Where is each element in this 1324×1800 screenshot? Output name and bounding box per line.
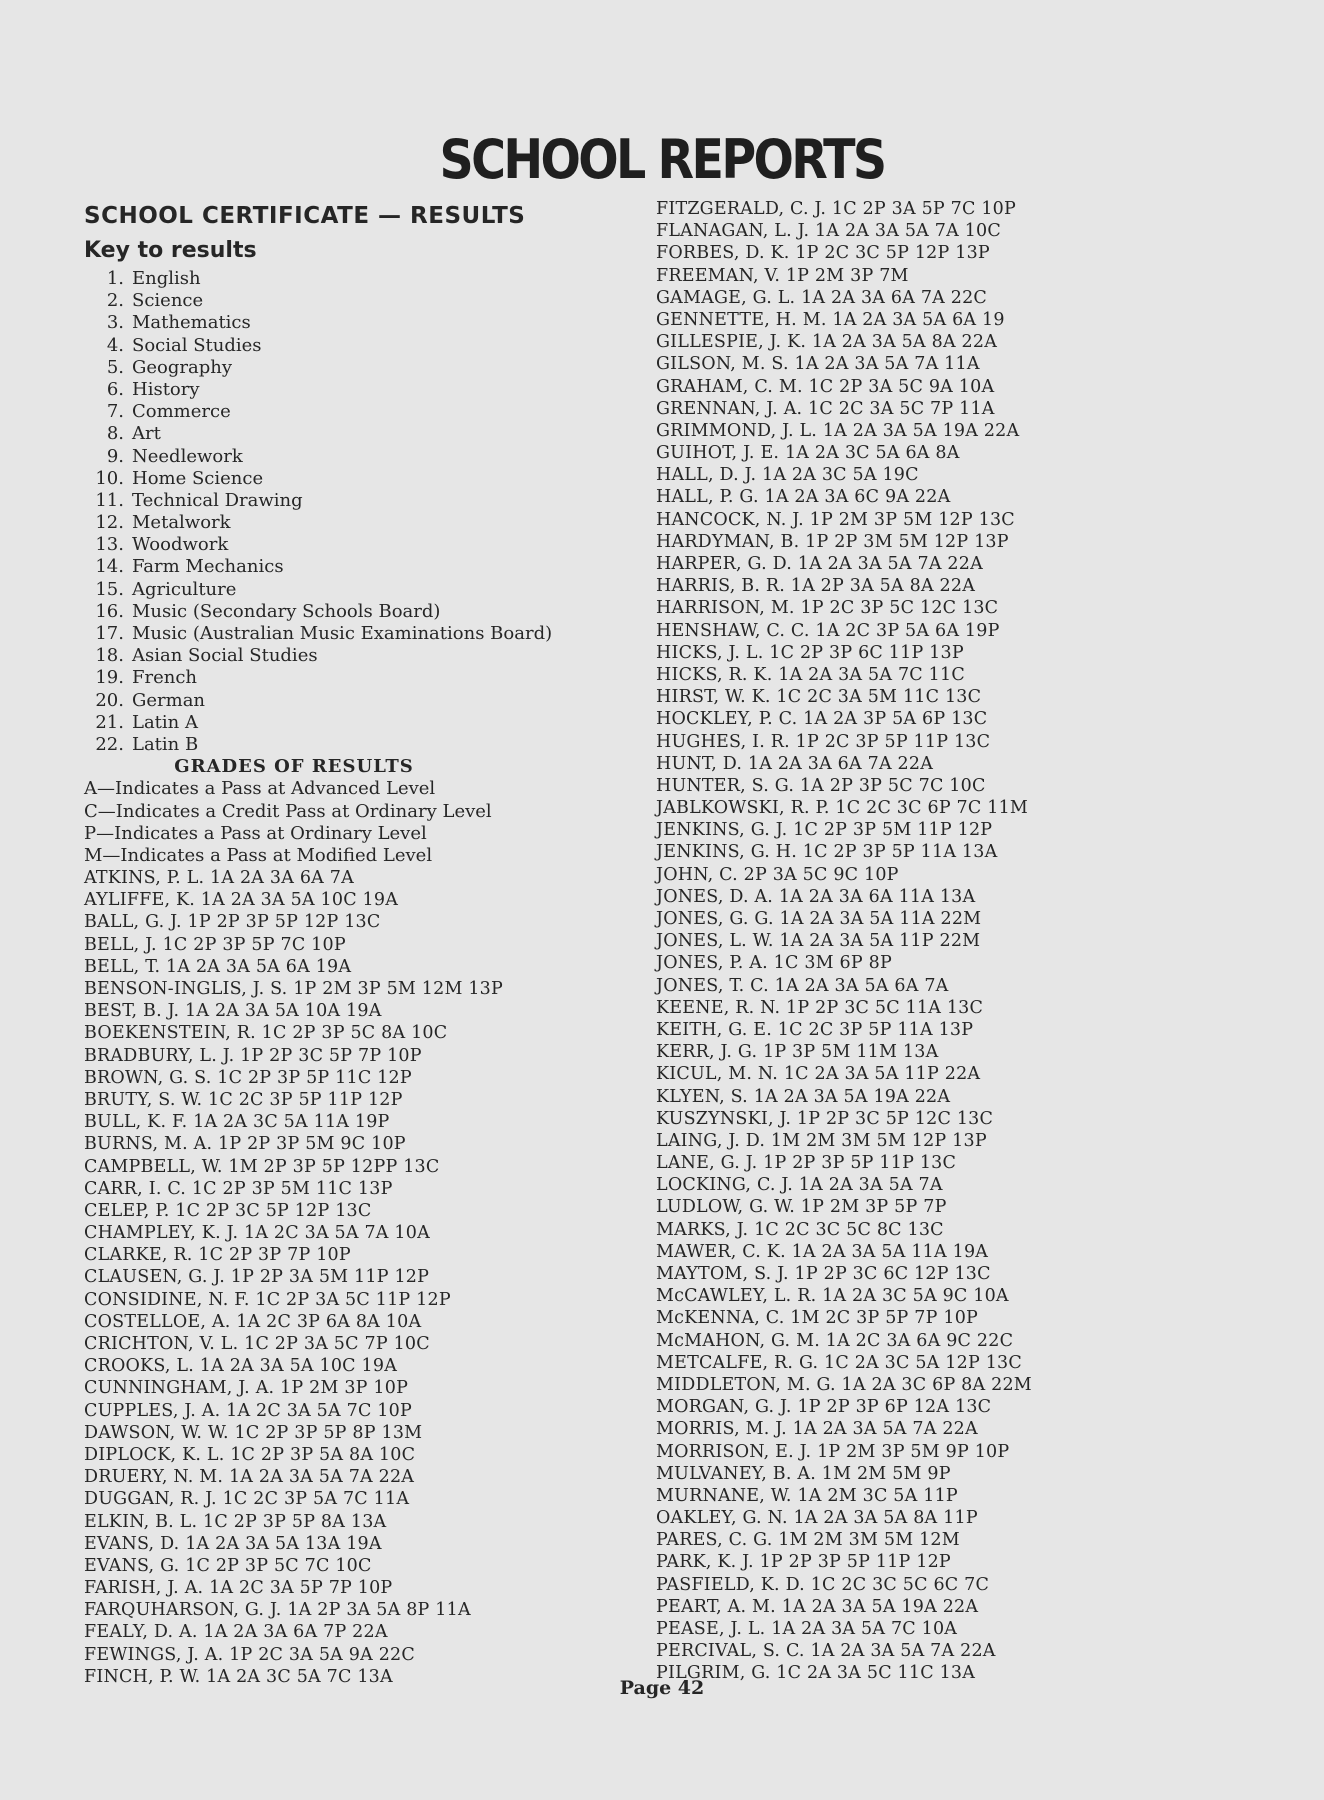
result-row: KEENE, R. N. 1P 2P 3C 5C 11A 13C — [656, 997, 984, 1018]
result-row: KERR, J. G. 1P 3P 5M 11M 13A — [656, 1042, 939, 1063]
result-row: BURNS, M. A. 1P 2P 3P 5M 9C 10P — [84, 1134, 406, 1155]
result-row: CHAMPLEY, K. J. 1A 2C 3A 5A 7A 10A — [84, 1223, 430, 1244]
result-row: PILGRIM, G. 1C 2A 3A 5C 11C 13A — [656, 1663, 976, 1684]
key-item — [84, 623, 644, 645]
key-item — [84, 601, 644, 623]
key-item-number: 15. — [95, 578, 124, 600]
result-row: BROWN, G. S. 1C 2P 3P 5P 11C 12P — [84, 1067, 412, 1088]
grades-heading: GRADES OF RESULTS — [174, 756, 414, 778]
result-row: GRENNAN, J. A. 1C 2C 3A 5C 7P 11A — [656, 398, 995, 419]
result-row: MORGAN, G. J. 1P 2P 3P 6P 12A 13C — [656, 1397, 992, 1418]
result-row: LAING, J. D. 1M 2M 3M 5M 12P 13P — [656, 1130, 987, 1151]
key-item — [84, 268, 644, 290]
result-row: BOEKENSTEIN, R. 1C 2P 3P 5C 8A 10C — [84, 1023, 448, 1044]
key-item-number: 4. — [106, 334, 124, 356]
result-row: MURNANE, W. 1A 2M 3C 5A 11P — [656, 1485, 958, 1506]
result-row: CONSIDINE, N. F. 1C 2P 3A 5C 11P 12P — [84, 1289, 451, 1310]
key-item-number: 9. — [106, 445, 124, 467]
result-row: KUSZYNSKI, J. 1P 2P 3C 5P 12C 13C — [656, 1108, 994, 1129]
result-row: HICKS, J. L. 1C 2P 3P 6C 11P 13P — [656, 642, 964, 663]
key-item-subject: Needlework — [132, 445, 243, 467]
key-item — [84, 290, 644, 312]
result-row: HUNT, D. 1A 2A 3A 6A 7A 22A — [656, 753, 934, 774]
key-item-number: 17. — [95, 623, 124, 644]
key-item — [84, 534, 644, 556]
result-row: EVANS, D. 1A 2A 3A 5A 13A 19A — [84, 1533, 382, 1554]
key-item — [84, 335, 644, 357]
key-item-number: 6. — [106, 378, 124, 400]
key-item-subject: Agriculture — [132, 578, 237, 600]
key-item — [84, 468, 644, 490]
key-item — [84, 556, 644, 578]
result-row: CELEP, P. 1C 2P 3C 5P 12P 13C — [84, 1200, 372, 1221]
key-item-number: 22. — [95, 733, 124, 755]
key-item — [84, 490, 644, 512]
result-row: HANCOCK, N. J. 1P 2M 3P 5M 12P 13C — [656, 509, 1015, 530]
result-row: LOCKING, C. J. 1A 2A 3A 5A 7A — [656, 1175, 943, 1196]
result-row: GRAHAM, C. M. 1C 2P 3A 5C 9A 10A — [656, 376, 995, 397]
key-item-subject: German — [132, 689, 206, 711]
key-item-number: 7. — [106, 401, 124, 423]
result-row: BRUTY, S. W. 1C 2C 3P 5P 11P 12P — [84, 1089, 403, 1110]
result-row: ATKINS, P. L. 1A 2A 3A 6A 7A — [84, 868, 354, 889]
result-row: FEALY, D. A. 1A 2A 3A 6A 7P 22A — [84, 1622, 388, 1643]
result-row: MARKS, J. 1C 2C 3C 5C 8C 13C — [656, 1219, 944, 1240]
result-row: CARR, I. C. 1C 2P 3P 5M 11C 13P — [84, 1178, 393, 1199]
result-row: JONES, T. C. 1A 2A 3A 5A 6A 7A — [656, 975, 949, 996]
result-row: HOCKLEY, P. C. 1A 2A 3P 5A 6P 13C — [656, 709, 988, 730]
result-row: COSTELLOE, A. 1A 2C 3P 6A 8A 10A — [84, 1311, 422, 1332]
key-list — [84, 268, 644, 756]
key-item-subject: Metalwork — [132, 512, 231, 534]
result-row: PEASE, J. L. 1A 2A 3A 5A 7C 10A — [656, 1619, 958, 1639]
result-row: JONES, L. W. 1A 2A 3A 5A 11P 22M — [656, 931, 981, 952]
result-row: AYLIFFE, K. 1A 2A 3A 5A 10C 19A — [84, 890, 399, 911]
key-item-subject: Science — [132, 290, 204, 312]
key-item — [84, 667, 644, 689]
key-item-number: 8. — [106, 423, 124, 445]
key-item — [84, 401, 644, 423]
result-row: CUPPLES, J. A. 1A 2C 3A 5A 7C 10P — [84, 1400, 412, 1421]
key-item — [84, 579, 644, 601]
result-row: JONES, G. G. 1A 2A 3A 5A 11A 22M — [656, 909, 982, 929]
page-title: SCHOOL REPORTS — [439, 128, 885, 191]
result-row: EVANS, G. 1C 2P 3P 5C 7C 10C — [84, 1555, 372, 1576]
result-row: HARDYMAN, B. 1P 2P 3M 5M 12P 13P — [656, 531, 1009, 552]
result-row: GUIHOT, J. E. 1A 2A 3C 5A 6A 8A — [656, 443, 960, 464]
result-row: DRUERY, N. M. 1A 2A 3A 5A 7A 22A — [84, 1467, 415, 1488]
result-row: PASFIELD, K. D. 1C 2C 3C 5C 6C 7C — [656, 1574, 990, 1595]
result-row: JABLKOWSKI, R. P. 1C 2C 3C 6P 7C 11M — [656, 798, 1029, 819]
result-row: CLAUSEN, G. J. 1P 2P 3A 5M 11P 12P — [84, 1267, 430, 1288]
result-row: CAMPBELL, W. 1M 2P 3P 5P 12PP 13C — [84, 1156, 440, 1177]
result-row: GAMAGE, G. L. 1A 2A 3A 6A 7A 22C — [656, 287, 988, 308]
result-row: PARES, C. G. 1M 2M 3M 5M 12M — [656, 1530, 960, 1551]
key-item-number: 18. — [95, 645, 124, 667]
key-item — [84, 712, 644, 734]
grade-definition: C—Indicates a Credit Pass at Ordinary Level — [84, 800, 492, 822]
result-row: FARISH, J. A. 1A 2C 3A 5P 7P 10P — [84, 1578, 393, 1599]
result-row: HARRISON, M. 1P 2C 3P 5C 12C 13C — [656, 598, 999, 619]
key-item-subject: History — [132, 378, 200, 400]
result-row: KEITH, G. E. 1C 2C 3P 5P 11A 13P — [656, 1019, 974, 1040]
result-row: DAWSON, W. W. 1C 2P 3P 5P 8P 13M — [84, 1422, 423, 1443]
result-row: McKENNA, C. 1M 2C 3P 5P 7P 10P — [656, 1308, 979, 1329]
key-item-subject: Asian Social Studies — [132, 645, 318, 667]
right-column — [656, 198, 1216, 1685]
key-item-number: 12. — [95, 512, 124, 534]
result-row: PERCIVAL, S. C. 1A 2A 3A 5A 7A 22A — [656, 1641, 996, 1662]
result-row: FITZGERALD, C. J. 1C 2P 3A 5P 7C 10P — [656, 199, 1016, 219]
result-row: KLYEN, S. 1A 2A 3A 5A 19A 22A — [656, 1086, 951, 1107]
result-row: HIRST, W. K. 1C 2C 3A 5M 11C 13C — [656, 687, 982, 708]
result-row: GRIMMOND, J. L. 1A 2A 3A 5A 19A 22A — [656, 420, 1020, 441]
result-row: BEST, B. J. 1A 2A 3A 5A 10A 19A — [84, 1001, 382, 1022]
result-row: METCALFE, R. G. 1C 2A 3C 5A 12P 13C — [656, 1352, 1022, 1373]
result-row: JENKINS, G. J. 1C 2P 3P 5M 11P 12P — [656, 820, 993, 841]
result-row: BENSON-INGLIS, J. S. 1P 2M 3P 5M 12M 13P — [84, 979, 503, 999]
result-row: FEWINGS, J. A. 1P 2C 3A 5A 9A 22C — [84, 1644, 415, 1665]
key-item-number: 16. — [95, 600, 124, 622]
result-row: CUNNINGHAM, J. A. 1P 2M 3P 10P — [84, 1378, 409, 1399]
key-item — [84, 357, 644, 379]
result-row: FREEMAN, V. 1P 2M 3P 7M — [656, 265, 909, 286]
key-item-number: 2. — [106, 290, 124, 312]
grade-definition: M—Indicates a Pass at Modified Level — [84, 844, 433, 866]
key-heading: Key to results — [84, 238, 257, 263]
result-row: KICUL, M. N. 1C 2A 3A 5A 11P 22A — [656, 1064, 981, 1085]
key-item — [84, 379, 644, 401]
key-item-subject: Technical Drawing — [132, 489, 303, 511]
key-item-number: 11. — [95, 489, 124, 511]
result-row: JONES, D. A. 1A 2A 3A 6A 11A 13A — [656, 886, 976, 907]
result-row: BULL, K. F. 1A 2A 3C 5A 11A 19P — [84, 1112, 390, 1133]
result-row: FORBES, D. K. 1P 2C 3C 5P 12P 13P — [656, 243, 990, 264]
key-item-number: 10. — [95, 467, 124, 489]
result-row: McMAHON, G. M. 1A 2C 3A 6A 9C 22C — [656, 1330, 1014, 1351]
key-item-subject: Latin B — [132, 733, 199, 755]
result-row: MULVANEY, B. A. 1M 2M 5M 9P — [656, 1463, 951, 1484]
result-row: CLARKE, R. 1C 2P 3P 7P 10P — [84, 1245, 351, 1266]
result-row: HARPER, G. D. 1A 2A 3A 5A 7A 22A — [656, 554, 983, 574]
result-row: FINCH, P. W. 1A 2A 3C 5A 7C 13A — [84, 1666, 393, 1687]
result-row: HENSHAW, C. C. 1A 2C 3P 5A 6A 19P — [656, 620, 1000, 641]
result-row: FLANAGAN, L. J. 1A 2A 3A 5A 7A 10C — [656, 221, 1001, 242]
key-item — [84, 446, 644, 468]
key-item-subject: English — [132, 268, 201, 289]
result-row: MIDDLETON, M. G. 1A 2A 3C 6P 8A 22M — [656, 1374, 1032, 1395]
result-row: GENNETTE, H. M. 1A 2A 3A 5A 6A 19 — [656, 309, 1005, 330]
result-row: HARRIS, B. R. 1A 2P 3A 5A 8A 22A — [656, 576, 976, 597]
result-row: BELL, J. 1C 2P 3P 5P 7C 10P — [84, 934, 346, 955]
key-item-subject: Art — [132, 423, 161, 445]
result-row: PARK, K. J. 1P 2P 3P 5P 11P 12P — [656, 1552, 951, 1573]
page-number: Page 42 — [619, 1677, 705, 1699]
section-heading: SCHOOL CERTIFICATE — RESULTS — [84, 203, 526, 229]
result-row: CROOKS, L. 1A 2A 3A 5A 10C 19A — [84, 1356, 398, 1377]
result-row: CRICHTON, V. L. 1C 2P 3A 5C 7P 10C — [84, 1334, 430, 1354]
result-row: HALL, D. J. 1A 2A 3C 5A 19C — [656, 465, 919, 486]
key-item-number: 14. — [95, 556, 124, 578]
key-item-subject: Music (Australian Music Examinations Board) — [132, 623, 553, 644]
results-list-left — [84, 867, 644, 1688]
key-item-subject: Social Studies — [132, 334, 262, 356]
result-row: MAWER, C. K. 1A 2A 3A 5A 11A 19A — [656, 1241, 989, 1262]
key-item-subject: Mathematics — [132, 312, 251, 334]
key-item-number: 21. — [95, 711, 124, 733]
result-row: LANE, G. J. 1P 2P 3P 5P 11P 13C — [656, 1153, 957, 1174]
key-item-subject: Farm Mechanics — [132, 556, 284, 578]
key-item — [84, 645, 644, 667]
key-item-subject: Music (Secondary Schools Board) — [132, 600, 441, 622]
key-item-number: 1. — [106, 268, 124, 289]
key-item — [84, 312, 644, 334]
key-item-number: 13. — [95, 534, 124, 556]
result-row: DIPLOCK, K. L. 1C 2P 3P 5A 8A 10C — [84, 1444, 416, 1465]
result-row: GILSON, M. S. 1A 2A 3A 5A 7A 11A — [656, 354, 980, 375]
key-item-subject: Home Science — [132, 467, 264, 489]
result-row: JENKINS, G. H. 1C 2P 3P 5P 11A 13A — [656, 842, 998, 863]
result-row: ELKIN, B. L. 1C 2P 3P 5P 8A 13A — [84, 1511, 387, 1532]
key-item-subject: Geography — [132, 356, 233, 378]
results-list-right — [656, 198, 1216, 1685]
result-row: McCAWLEY, L. R. 1A 2A 3C 5A 9C 10A — [656, 1286, 1009, 1307]
grades-list — [84, 778, 644, 867]
grade-definition: P—Indicates a Pass at Ordinary Level — [84, 822, 427, 844]
grade-definition: A—Indicates a Pass at Advanced Level — [84, 778, 436, 800]
result-row: JONES, P. A. 1C 3M 6P 8P — [656, 953, 892, 974]
key-item-subject: Commerce — [132, 401, 231, 423]
result-row: HUNTER, S. G. 1A 2P 3P 5C 7C 10C — [656, 775, 986, 796]
key-item-subject: French — [132, 667, 198, 689]
key-item-number: 5. — [106, 356, 124, 378]
key-item-number: 19. — [95, 667, 124, 689]
result-row: HUGHES, I. R. 1P 2C 3P 5P 11P 13C — [656, 731, 991, 752]
key-item-number: 3. — [106, 312, 124, 334]
key-item — [84, 734, 644, 756]
key-item-number: 20. — [95, 689, 124, 711]
result-row: JOHN, C. 2P 3A 5C 9C 10P — [656, 864, 899, 885]
result-row: HICKS, R. K. 1A 2A 3A 5A 7C 11C — [656, 664, 965, 685]
result-row: GILLESPIE, J. K. 1A 2A 3A 5A 8A 22A — [656, 332, 998, 353]
result-row: DUGGAN, R. J. 1C 2C 3P 5A 7C 11A — [84, 1489, 410, 1510]
key-item — [84, 690, 644, 712]
result-row: MORRIS, M. J. 1A 2A 3A 5A 7A 22A — [656, 1419, 978, 1440]
result-row: MORRISON, E. J. 1P 2M 3P 5M 9P 10P — [656, 1441, 1010, 1462]
result-row: LUDLOW, G. W. 1P 2M 3P 5P 7P — [656, 1197, 947, 1218]
key-item — [84, 512, 644, 534]
result-row: BELL, T. 1A 2A 3A 5A 6A 19A — [84, 956, 352, 977]
key-item-subject: Latin A — [132, 711, 198, 733]
left-column — [84, 198, 644, 1688]
result-row: BRADBURY, L. J. 1P 2P 3C 5P 7P 10P — [84, 1045, 422, 1066]
result-row: HALL, P. G. 1A 2A 3A 6C 9A 22A — [656, 487, 951, 508]
result-row: OAKLEY, G. N. 1A 2A 3A 5A 8A 11P — [656, 1508, 978, 1529]
key-item — [84, 423, 644, 445]
result-row: MAYTOM, S. J. 1P 2P 3C 6C 12P 13C — [656, 1264, 991, 1284]
result-row: FARQUHARSON, G. J. 1A 2P 3A 5A 8P 11A — [84, 1600, 471, 1621]
key-item-subject: Woodwork — [132, 534, 229, 556]
result-row: BALL, G. J. 1P 2P 3P 5P 12P 13C — [84, 912, 381, 933]
result-row: PEART, A. M. 1A 2A 3A 5A 19A 22A — [656, 1596, 979, 1617]
